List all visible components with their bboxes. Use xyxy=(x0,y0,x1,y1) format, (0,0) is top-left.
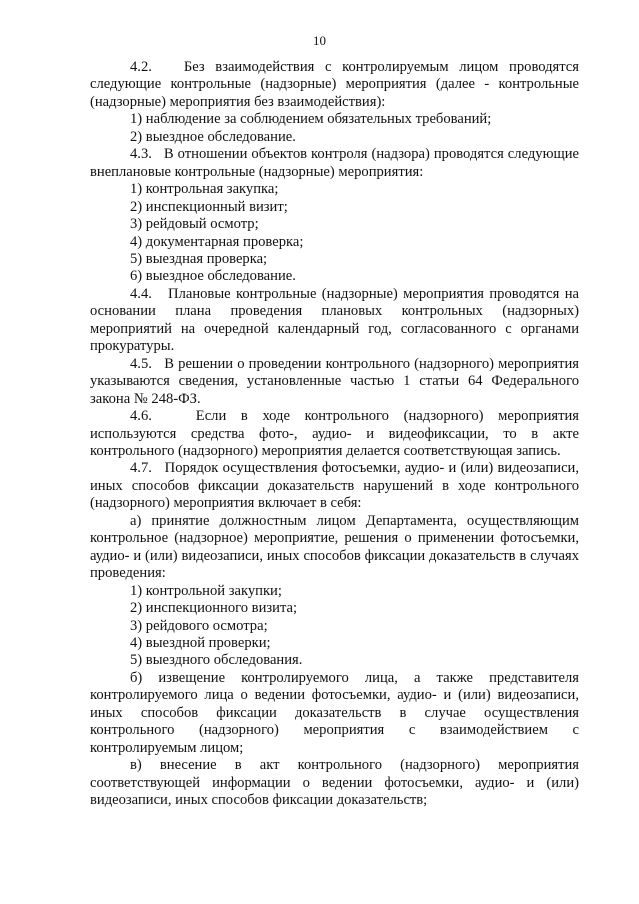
paragraph-4-6: 4.6. Если в ходе контрольного (надзорного) мероприятия используются средства фото-, аудио- и видеофиксации, то в акте контрольного (надзорного) мероприятия делается соответствующая запись. xyxy=(90,408,579,459)
list-item: 1) контрольной закупки; xyxy=(130,582,282,599)
list-item: 6) выездное обследование. xyxy=(130,268,296,285)
subparagraph-a: а) принятие должностным лицом Департамента, осуществляющим контрольное (надзорное) мероприятие, решения о применении фотосъемки, аудио- и (или) видеозаписи, иных способов фиксации доказательств в случаях проведения: xyxy=(90,512,579,582)
list-item: 4) выездной проверки; xyxy=(130,634,271,651)
list-item: 4) документарная проверка; xyxy=(130,233,304,250)
list-item: 2) инспекционного визита; xyxy=(130,600,298,617)
list-item: 2) выездное обследование. xyxy=(130,128,296,145)
list-item: 1) контрольная закупка; xyxy=(130,181,279,198)
paragraph-4-2: 4.2. Без взаимодействия с контролируемым лицом проводятся следующие контрольные (надзорные) мероприятия (далее - контрольные (надзорные) мероприятия без взаимодействия): xyxy=(90,59,579,110)
list-item: 2) инспекционный визит; xyxy=(130,198,288,215)
subparagraph-b: б) извещение контролируемого лица, а также представителя контролируемого лица о ведении фотосъемки, аудио- и (или) видеозаписи, иных способов фиксации доказательств в случае осуществления контрольного (надзорного) мероприятия с взаимодействием с контролируемым лицом; xyxy=(90,669,579,756)
list-item: 3) рейдового осмотра; xyxy=(130,617,268,634)
page-number: 10 xyxy=(313,33,326,48)
paragraph-4-7: 4.7. Порядок осуществления фотосъемки, аудио- и (или) видеозаписи, иных способов фиксации доказательств нарушений в ходе контрольного (надзорного) мероприятия включает в себя: xyxy=(90,460,579,512)
paragraph-4-3: 4.3. В отношении объектов контроля (надзора) проводятся следующие внеплановые контрольные (надзорные) мероприятия: xyxy=(90,146,579,180)
document-body xyxy=(90,59,579,809)
paragraph-4-5: 4.5. В решении о проведении контрольного (надзорного) мероприятия указываются сведения, установленные частью 1 статьи 64 Федерального закона № 248-ФЗ. xyxy=(90,355,579,407)
list-item: 3) рейдовый осмотр; xyxy=(130,216,259,233)
subparagraph-v: в) внесение в акт контрольного (надзорного) мероприятия соответствующей информации о ведении фотосъемки, аудио- и (или) видеозаписи, иных способов фиксации доказательств; xyxy=(90,757,579,809)
list-item: 1) наблюдение за соблюдением обязательных требований; xyxy=(130,111,492,128)
list-item: 5) выездного обследования. xyxy=(130,652,303,669)
list-item: 5) выездная проверка; xyxy=(130,250,268,267)
paragraph-4-4: 4.4. Плановые контрольные (надзорные) мероприятия проводятся на основании плана проведения плановых контрольных (надзорных) мероприятий на очередной календарный год, согласованного с органами прокуратуры. xyxy=(90,285,579,355)
